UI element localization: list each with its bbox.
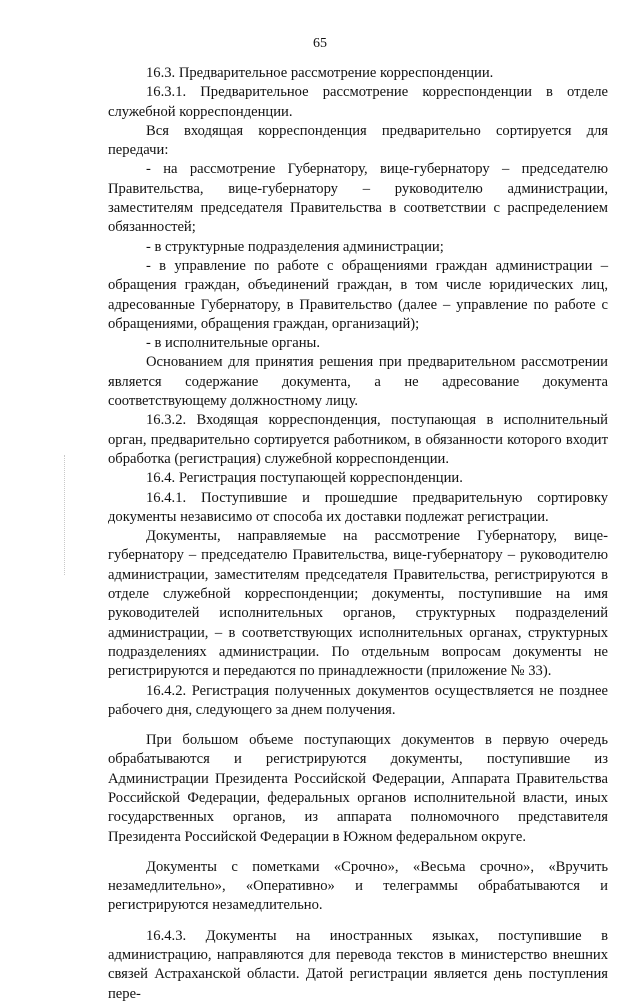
- margin-scan-mark: [64, 455, 66, 575]
- paragraph-urgent-marks: Документы с пометками «Срочно», «Весьма срочно», «Вручить незамедлительно», «Оперативно» и телеграммы обрабатываются и регистрируются незамедлительно.: [108, 858, 608, 914]
- paragraph-decision-basis: Основанием для принятия решения при предварительном рассмотрении является содержание документа, а не адресование документа соответствующему должностному лицу.: [108, 354, 608, 410]
- paragraph-16-3-1: 16.3.1. Предварительное рассмотрение корреспонденции в отделе служебной корреспонденции.: [108, 84, 608, 120]
- paragraph-priority-processing: При большом объеме поступающих документов в первую очередь обрабатываются и регистрируются документы, поступившие из Администрации Президента Российской Федерации, Аппарата Правительства Российской Федерации, федеральных органов исполнительной власти, иных государственных органов, из аппарата полномочного представителя Президента Российской Федерации в Южном федеральном округе.: [108, 732, 608, 845]
- paragraph-16-4-2: 16.4.2. Регистрация полученных документов осуществляется не позднее рабочего дня, следующего за днем получения.: [108, 682, 608, 718]
- paragraph-16-4-3: 16.4.3. Документы на иностранных языках, поступившие в администрацию, направляются для перевода текстов в министерство внешних связей Астраханской области. Датой регистрации является день поступления пере-: [108, 927, 608, 1002]
- paragraph-16-3-heading: 16.3. Предварительное рассмотрение корреспонденции.: [146, 65, 494, 81]
- paragraph-sorting-intro: Вся входящая корреспонденция предварительно сортируется для передачи:: [108, 122, 608, 159]
- page-number: 65: [313, 36, 327, 51]
- list-item-governor: - на рассмотрение Губернатору, вице-губернатору – председателю Правительства, вице-губернатору – руководителю администрации, заместителям председателя Правительства в соответствии с распределением обязанностей;: [108, 161, 608, 236]
- document-body: [108, 64, 608, 1004]
- list-item-citizen-appeals: - в управление по работе с обращениями граждан администрации – обращения граждан, объединений граждан, в том числе юридических лиц, адресованные Губернатору, в Правительство (далее – управление по работе с обращениями, обращения граждан, организаций);: [108, 257, 608, 332]
- paragraph-16-3-2: 16.3.2. Входящая корреспонденция, поступающая в исполнительный орган, предварительно сортируется работником, в обязанности которого входит обработка (регистрация) служебной корреспонденции.: [108, 412, 608, 467]
- list-item-executive-bodies: - в исполнительные органы.: [146, 335, 321, 352]
- paragraph-16-4-heading: 16.4. Регистрация поступающей корреспонденции.: [146, 470, 463, 487]
- paragraph-registration-places: Документы, направляемые на рассмотрение Губернатору, вице-губернатору – председателю Правительства, вице-губернатору – руководителю администрации, заместителям председателя Правительства, регистрируются в отделе служебной корреспонденции; документы, поступившие на имя руководителей исполнительных органов, структурных подразделений администрации, – в соответствующих исполнительных органах, структурных подразделениях администрации. По отдельным вопросам документы не регистрируются и передаются по принадлежности (приложение № 33).: [108, 528, 608, 680]
- paragraph-16-4-1: 16.4.1. Поступившие и прошедшие предварительную сортировку документы независимо от способа их доставки подлежат регистрации.: [108, 489, 608, 525]
- list-item-structural-divisions: - в структурные подразделения администрации;: [146, 238, 444, 255]
